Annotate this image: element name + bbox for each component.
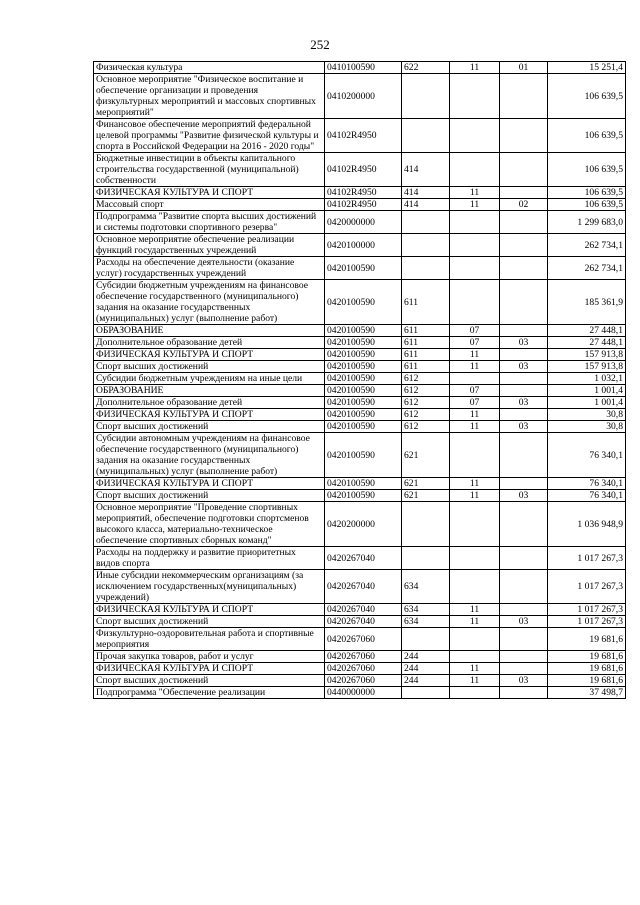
expense-type-cell: 612 [402,397,450,409]
subsection-cell [500,153,548,187]
target-article-code-cell: 0420100590 [325,361,402,373]
budget-table-body [94,62,626,699]
row-name-cell: Иные субсидии некоммерческим организациям (за исключением государственных(муниципальных) учреждений) [94,570,325,604]
table-row [94,478,626,490]
target-article-code-cell: 0420100590 [325,409,402,421]
subsection-cell: 03 [500,337,548,349]
subsection-cell: 03 [500,421,548,433]
subsection-cell [500,663,548,675]
target-article-code-cell: 0420100590 [325,257,402,280]
row-name-cell: Основное мероприятие "Физическое воспитание и обеспечение организации и проведения физкультурных мероприятий и массовых спортивных мероприятий" [94,74,325,119]
amount-cell: 1 001,4 [548,397,626,409]
target-article-code-cell: 0420267060 [325,675,402,687]
subsection-cell [500,187,548,199]
target-article-code-cell: 0420000000 [325,211,402,234]
amount-cell: 19 681,6 [548,651,626,663]
target-article-code-cell: 0420100590 [325,280,402,325]
amount-cell: 19 681,6 [548,663,626,675]
table-row [94,234,626,257]
target-article-code-cell: 04102R4950 [325,119,402,153]
target-article-code-cell: 0420100590 [325,337,402,349]
section-cell [450,280,500,325]
expense-type-cell [402,234,450,257]
row-name-cell: Субсидии бюджетным учреждениям на финансовое обеспечение государственного (муниципального) задания на оказание государственных (муниципальных) услуг (выполнение работ) [94,280,325,325]
section-cell [450,687,500,699]
amount-cell: 106 639,5 [548,119,626,153]
amount-cell: 1 017 267,3 [548,604,626,616]
subsection-cell: 01 [500,62,548,74]
section-cell: 11 [450,409,500,421]
section-cell [450,651,500,663]
amount-cell: 76 340,1 [548,490,626,502]
target-article-code-cell: 0420100590 [325,478,402,490]
expense-type-cell: 244 [402,663,450,675]
section-cell [450,373,500,385]
target-article-code-cell: 0410100590 [325,62,402,74]
table-row [94,361,626,373]
expense-type-cell: 634 [402,570,450,604]
section-cell: 11 [450,663,500,675]
amount-cell: 19 681,6 [548,675,626,687]
section-cell: 11 [450,675,500,687]
subsection-cell [500,349,548,361]
section-cell: 11 [450,199,500,211]
row-name-cell: Подпрограмма "Развитие спорта высших достижений и системы подготовки спортивного резерва" [94,211,325,234]
table-row [94,675,626,687]
expense-type-cell: 621 [402,478,450,490]
amount-cell: 106 639,5 [548,153,626,187]
expense-type-cell: 621 [402,490,450,502]
row-name-cell: Дополнительное образование детей [94,397,325,409]
table-row [94,502,626,547]
amount-cell: 262 734,1 [548,257,626,280]
expense-type-cell: 622 [402,62,450,74]
row-name-cell: Основное мероприятие "Проведение спортивных мероприятий, обеспечение подготовки спортсменов высокого класса, материально-техническое обеспечение спортивных сборных команд" [94,502,325,547]
expense-type-cell: 414 [402,187,450,199]
table-row [94,616,626,628]
row-name-cell: Прочая закупка товаров, работ и услуг [94,651,325,663]
row-name-cell: Спорт высших достижений [94,490,325,502]
section-cell [450,211,500,234]
target-article-code-cell: 0420100590 [325,349,402,361]
section-cell: 11 [450,361,500,373]
amount-cell: 1 017 267,3 [548,547,626,570]
amount-cell: 30,8 [548,409,626,421]
row-name-cell: Спорт высших достижений [94,421,325,433]
row-name-cell: ФИЗИЧЕСКАЯ КУЛЬТУРА И СПОРТ [94,663,325,675]
table-row [94,421,626,433]
subsection-cell [500,502,548,547]
table-row [94,349,626,361]
amount-cell: 106 639,5 [548,199,626,211]
amount-cell: 37 498,7 [548,687,626,699]
expense-type-cell [402,628,450,651]
amount-cell: 157 913,8 [548,361,626,373]
row-name-cell: ФИЗИЧЕСКАЯ КУЛЬТУРА И СПОРТ [94,187,325,199]
expense-type-cell: 612 [402,385,450,397]
table-row [94,385,626,397]
table-row [94,187,626,199]
table-row [94,325,626,337]
section-cell [450,119,500,153]
target-article-code-cell: 0420100590 [325,373,402,385]
row-name-cell: Субсидии автономным учреждениям на финансовое обеспечение государственного (муниципального) задания на оказание государственных (муниципальных) услуг (выполнение работ) [94,433,325,478]
row-name-cell: Спорт высших достижений [94,361,325,373]
subsection-cell: 03 [500,397,548,409]
section-cell: 11 [450,478,500,490]
subsection-cell [500,211,548,234]
section-cell [450,257,500,280]
section-cell: 11 [450,187,500,199]
target-article-code-cell: 0420100590 [325,490,402,502]
target-article-code-cell: 0420100590 [325,325,402,337]
subsection-cell [500,257,548,280]
section-cell: 07 [450,325,500,337]
subsection-cell [500,385,548,397]
row-name-cell: Бюджетные инвестиции в объекты капитального строительства государственной (муниципальной) собственности [94,153,325,187]
amount-cell: 19 681,6 [548,628,626,651]
subsection-cell: 03 [500,361,548,373]
row-name-cell: Спорт высших достижений [94,616,325,628]
amount-cell: 27 448,1 [548,325,626,337]
expense-type-cell: 621 [402,433,450,478]
row-name-cell: ФИЗИЧЕСКАЯ КУЛЬТУРА И СПОРТ [94,478,325,490]
section-cell [450,153,500,187]
amount-cell: 157 913,8 [548,349,626,361]
target-article-code-cell: 0420267040 [325,616,402,628]
amount-cell: 106 639,5 [548,187,626,199]
row-name-cell: Субсидии бюджетным учреждениям на иные цели [94,373,325,385]
target-article-code-cell: 0420267040 [325,604,402,616]
expense-type-cell: 612 [402,421,450,433]
table-row [94,604,626,616]
subsection-cell [500,687,548,699]
expense-type-cell [402,547,450,570]
target-article-code-cell: 0420267060 [325,663,402,675]
target-article-code-cell: 0420100590 [325,421,402,433]
expense-type-cell: 612 [402,373,450,385]
target-article-code-cell: 0420100000 [325,234,402,257]
subsection-cell [500,604,548,616]
table-row [94,62,626,74]
expense-type-cell: 414 [402,153,450,187]
amount-cell: 15 251,4 [548,62,626,74]
row-name-cell: Финансовое обеспечение мероприятий федеральной целевой программы "Развитие физической культуры и спорта в Российской Федерации на 2016 - 2020 годы" [94,119,325,153]
budget-table [93,61,626,699]
row-name-cell: ФИЗИЧЕСКАЯ КУЛЬТУРА И СПОРТ [94,349,325,361]
row-name-cell: Расходы на обеспечение деятельности (оказание услуг) государственных учреждений [94,257,325,280]
table-row [94,663,626,675]
target-article-code-cell: 0410200000 [325,74,402,119]
expense-type-cell [402,74,450,119]
section-cell: 07 [450,385,500,397]
expense-type-cell: 634 [402,604,450,616]
subsection-cell: 02 [500,199,548,211]
amount-cell: 1 017 267,3 [548,570,626,604]
expense-type-cell: 634 [402,616,450,628]
section-cell [450,433,500,478]
section-cell: 11 [450,604,500,616]
section-cell: 07 [450,337,500,349]
section-cell: 11 [450,349,500,361]
amount-cell: 1 032,1 [548,373,626,385]
table-row [94,74,626,119]
row-name-cell: ФИЗИЧЕСКАЯ КУЛЬТУРА И СПОРТ [94,604,325,616]
table-row [94,280,626,325]
target-article-code-cell: 04102R4950 [325,187,402,199]
row-name-cell: Физкультурно-оздоровительная работа и спортивные мероприятия [94,628,325,651]
table-row [94,119,626,153]
table-row [94,373,626,385]
row-name-cell: ФИЗИЧЕСКАЯ КУЛЬТУРА И СПОРТ [94,409,325,421]
target-article-code-cell: 0420100590 [325,385,402,397]
expense-type-cell [402,257,450,280]
target-article-code-cell: 04102R4950 [325,153,402,187]
subsection-cell [500,373,548,385]
target-article-code-cell: 0420200000 [325,502,402,547]
section-cell: 11 [450,62,500,74]
subsection-cell: 03 [500,490,548,502]
table-row [94,211,626,234]
target-article-code-cell: 0420100590 [325,397,402,409]
table-row [94,651,626,663]
amount-cell: 185 361,9 [548,280,626,325]
table-row [94,433,626,478]
subsection-cell [500,119,548,153]
subsection-cell [500,234,548,257]
table-row [94,628,626,651]
target-article-code-cell: 0420267040 [325,547,402,570]
section-cell [450,234,500,257]
section-cell: 11 [450,490,500,502]
table-row [94,687,626,699]
subsection-cell [500,325,548,337]
subsection-cell [500,433,548,478]
table-row [94,547,626,570]
expense-type-cell: 611 [402,337,450,349]
expense-type-cell [402,211,450,234]
target-article-code-cell: 0420267060 [325,628,402,651]
target-article-code-cell: 04102R4950 [325,199,402,211]
target-article-code-cell: 0420267060 [325,651,402,663]
row-name-cell: Массовый спорт [94,199,325,211]
subsection-cell [500,280,548,325]
subsection-cell: 03 [500,675,548,687]
expense-type-cell: 244 [402,675,450,687]
row-name-cell: Основное мероприятие обеспечение реализации функций государственных учреждений [94,234,325,257]
expense-type-cell: 414 [402,199,450,211]
subsection-cell [500,74,548,119]
target-article-code-cell: 0440000000 [325,687,402,699]
amount-cell: 76 340,1 [548,433,626,478]
section-cell [450,547,500,570]
expense-type-cell: 612 [402,409,450,421]
table-row [94,153,626,187]
section-cell [450,628,500,651]
section-cell [450,570,500,604]
expense-type-cell: 611 [402,280,450,325]
amount-cell: 1 001,4 [548,385,626,397]
page-number: 252 [310,37,330,52]
row-name-cell: ОБРАЗОВАНИЕ [94,385,325,397]
table-row [94,409,626,421]
amount-cell: 262 734,1 [548,234,626,257]
row-name-cell: Подпрограмма "Обеспечение реализации [94,687,325,699]
section-cell: 11 [450,616,500,628]
subsection-cell [500,409,548,421]
row-name-cell: Дополнительное образование детей [94,337,325,349]
amount-cell: 106 639,5 [548,74,626,119]
table-row [94,337,626,349]
expense-type-cell [402,687,450,699]
subsection-cell: 03 [500,616,548,628]
expense-type-cell: 611 [402,325,450,337]
expense-type-cell: 244 [402,651,450,663]
table-row [94,570,626,604]
subsection-cell [500,547,548,570]
row-name-cell: Спорт высших достижений [94,675,325,687]
section-cell: 11 [450,421,500,433]
row-name-cell: Физическая культура [94,62,325,74]
table-row [94,257,626,280]
row-name-cell: Расходы на поддержку и развитие приоритетных видов спорта [94,547,325,570]
amount-cell: 30,8 [548,421,626,433]
amount-cell: 27 448,1 [548,337,626,349]
target-article-code-cell: 0420267040 [325,570,402,604]
target-article-code-cell: 0420100590 [325,433,402,478]
expense-type-cell: 611 [402,349,450,361]
table-row [94,199,626,211]
amount-cell: 76 340,1 [548,478,626,490]
subsection-cell [500,651,548,663]
row-name-cell: ОБРАЗОВАНИЕ [94,325,325,337]
expense-type-cell [402,502,450,547]
table-row [94,490,626,502]
expense-type-cell: 611 [402,361,450,373]
subsection-cell [500,628,548,651]
amount-cell: 1 036 948,9 [548,502,626,547]
amount-cell: 1 017 267,3 [548,616,626,628]
section-cell: 07 [450,397,500,409]
subsection-cell [500,570,548,604]
section-cell [450,74,500,119]
section-cell [450,502,500,547]
table-row [94,397,626,409]
subsection-cell [500,478,548,490]
expense-type-cell [402,119,450,153]
amount-cell: 1 299 683,0 [548,211,626,234]
